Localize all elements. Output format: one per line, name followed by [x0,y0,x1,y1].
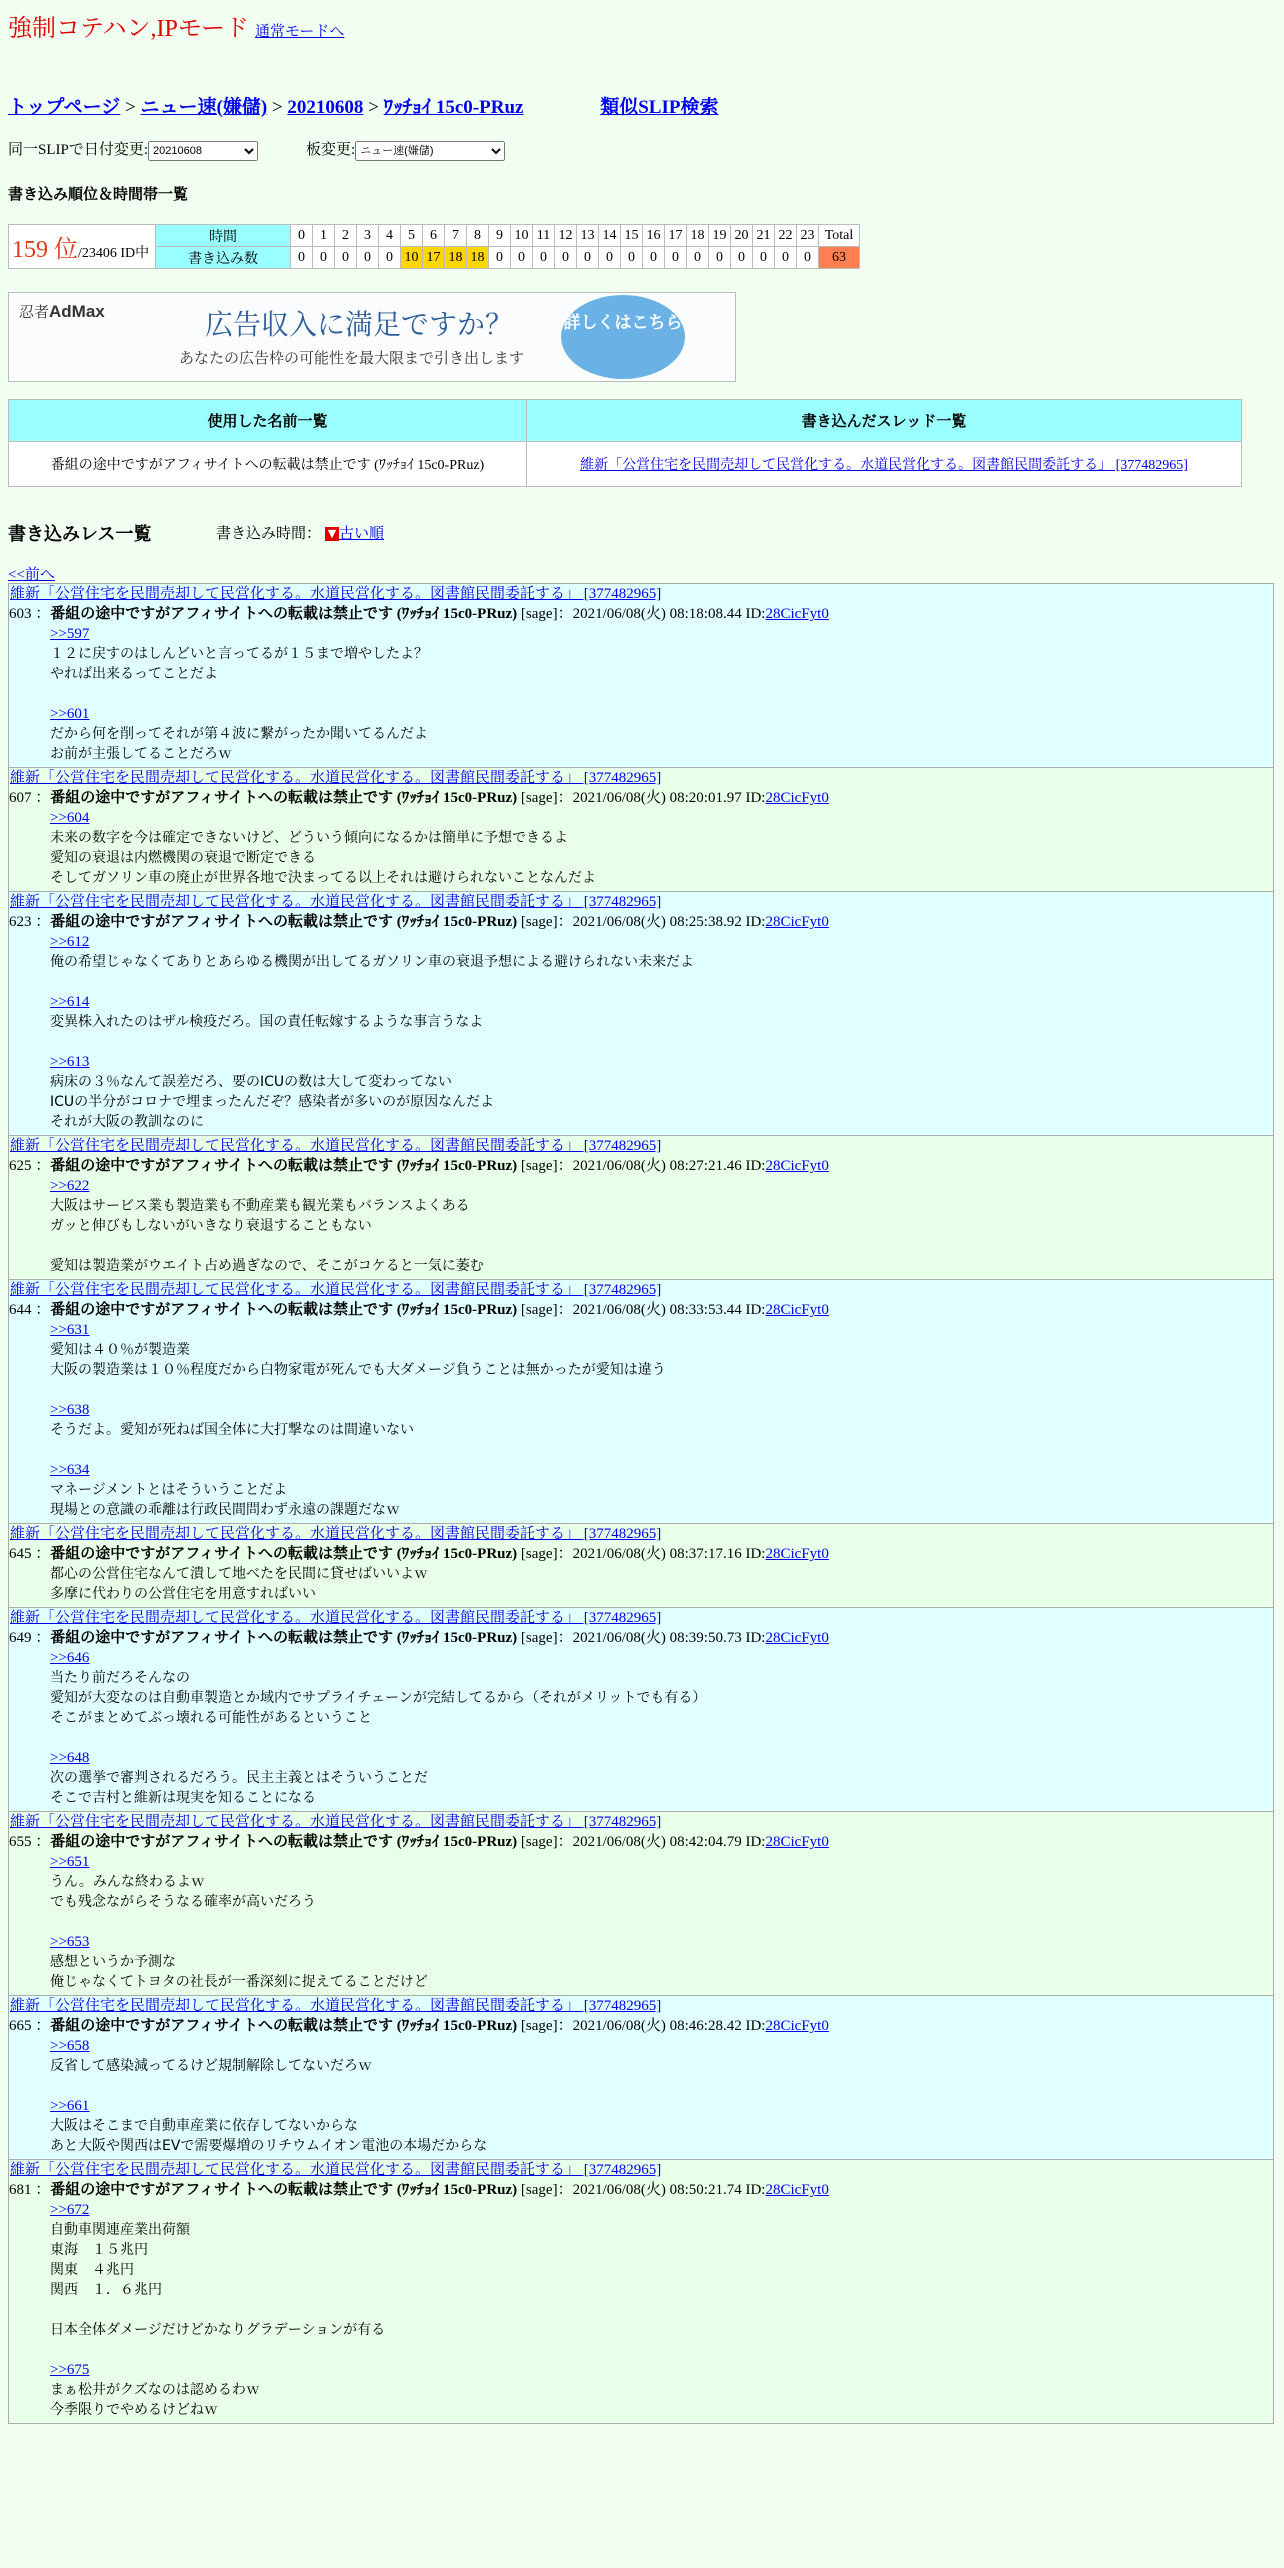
sort-label: 書き込み時間： [216,526,322,542]
rank-hours-row [9,225,860,247]
hour-header-cell: 8 [467,225,489,247]
post-line: 反省して感染減ってるけど規制解除してないだろｗ [50,2058,372,2074]
post-thread-link[interactable]: 維新「公営住宅を民間売却して民営化する。水道民営化する。図書館民間委託する」 [377482965] [10,1282,662,1298]
post-list [8,584,1274,2424]
breadcrumb-top[interactable]: トップページ [8,97,121,118]
hour-count-cell: 0 [687,247,709,269]
reply-anchor-link[interactable]: >>661 [50,2098,90,2114]
reply-anchor-link[interactable]: >>658 [50,2038,90,2054]
hour-count-cell: 0 [533,247,555,269]
posts-section-title: 書き込みレス一覧 [8,524,152,544]
post-line: 次の選挙で審判されるだろう。民主主義とはそういうことだ [50,1770,428,1786]
reply-anchor-link[interactable]: >>672 [50,2202,90,2218]
hour-count-cell: 0 [489,247,511,269]
ad-details-button[interactable]: 詳しくはこちら [561,295,685,379]
hour-header-cell: Total [819,225,860,247]
sort-arrow-icon: ▼ [325,527,339,541]
post-number: 681 [9,2182,32,2198]
post [8,891,1274,1136]
ad-subtext: あなたの広告枠の可能性を最大限まで引き出します [179,349,525,367]
reply-anchor-link[interactable]: >>653 [50,1934,90,1950]
post-line: お前が主張してることだろｗ [50,746,232,762]
post-header: 645 ：番組の途中ですがアフィサイトへの転載は禁止です (ﾜｯﾁｮｲ 15c0-PRuz) [sage]：2021/06/08(火) 08:37:17.16 ID:28CicFyt0 [9,1546,829,1562]
post-line: 大阪の製造業は１０％程度だから白物家電が死んでも大ダメージ負うことは無かったが愛知は違う [50,1362,666,1378]
reply-anchor-link[interactable]: >>634 [50,1462,90,1478]
post-header: 603 ：番組の途中ですがアフィサイトへの転載は禁止です (ﾜｯﾁｮｲ 15c0-PRuz) [sage]：2021/06/08(火) 08:18:08.44 ID:28CicFyt0 [9,606,829,622]
ad-logo-prefix: 忍者 [19,304,50,321]
post-id-link[interactable]: 28CicFyt0 [765,914,829,930]
post-thread-link[interactable]: 維新「公営住宅を民間売却して民営化する。水道民営化する。図書館民間委託する」 [377482965] [10,1526,662,1542]
post [8,767,1274,892]
post-id-link[interactable]: 28CicFyt0 [765,2018,829,2034]
rank-number: 159 位 [12,237,78,263]
post-header: 644 ：番組の途中ですがアフィサイトへの転載は禁止です (ﾜｯﾁｮｲ 15c0-PRuz) [sage]：2021/06/08(火) 08:33:53.44 ID:28CicFyt0 [9,1302,829,1318]
hour-count-cell: 0 [379,247,401,269]
post-line: ガッと伸びもしないがいきなり衰退することもない [50,1218,372,1234]
post-number: 603 [9,606,32,622]
poster-name: 番組の途中ですがアフィサイトへの転載は禁止です (ﾜｯﾁｮｲ 15c0-PRuz) [50,1630,518,1646]
post-thread-link[interactable]: 維新「公営住宅を民間売却して民営化する。水道民営化する。図書館民間委託する」 [377482965] [10,586,662,602]
mode-title: 強制コテハン,IPモード [8,16,249,42]
ad-logo-name: AdMax [49,302,105,321]
post-thread-link[interactable]: 維新「公営住宅を民間売却して民営化する。水道民営化する。図書館民間委託する」 [377482965] [10,1814,662,1830]
count-row-label: 書き込み数 [156,247,291,269]
ad-headline: 広告収入に満足ですか？ [205,308,514,341]
reply-anchor-link[interactable]: >>612 [50,934,90,950]
post-thread-link[interactable]: 維新「公営住宅を民間売却して民営化する。水道民営化する。図書館民間委託する」 [377482965] [10,770,662,786]
hour-count-cell: 0 [643,247,665,269]
post-line: 病床の３％なんて誤差だろ、要のICUの数は大して変わってない [50,1074,453,1090]
post-line: 感想というか予測な [50,1954,176,1970]
post-line: 変異株入れたのはザル検疫だろ。国の責任転嫁するような事言うなよ [50,1014,484,1030]
hour-header-cell: 0 [291,225,313,247]
post-meta: [sage]：2021/06/08(火) 08:25:38.92 ID: [520,914,766,930]
post-body [50,2200,1273,2420]
post-line: 東海 １５兆円 [50,2242,148,2258]
post-line: そこがまとめてぶっ壊れる可能性があるということ [50,1710,372,1726]
reply-anchor-link[interactable]: >>638 [50,1402,90,1418]
rank-cell [9,225,156,269]
post-line: １２に戻すのはしんどいと言ってるが１５まで増やしたよ？ [50,646,428,662]
breadcrumb-board[interactable]: ニュー速(嫌儲) [140,97,268,118]
threads-header: 書き込んだスレッド一覧 [527,400,1242,442]
post-meta: [sage]：2021/06/08(火) 08:37:17.16 ID: [520,1546,766,1562]
post-line: 愛知は４０％が製造業 [50,1342,190,1358]
post-id-link[interactable]: 28CicFyt0 [765,790,829,806]
post-body [50,932,1273,1132]
post-line: 愛知は製造業がウエイト占め過ぎなので、そこがコケると一気に萎む [50,1258,484,1274]
post-line: 当たり前だろそんなの [50,1670,190,1686]
hour-count-cell: 0 [357,247,379,269]
post [8,1279,1274,1524]
hour-count-cell: 0 [753,247,775,269]
post-thread-link[interactable]: 維新「公営住宅を民間売却して民営化する。水道民営化する。図書館民間委託する」 [377482965] [10,2162,662,2178]
hour-count-cell: 0 [775,247,797,269]
poster-name: 番組の途中ですがアフィサイトへの転載は禁止です (ﾜｯﾁｮｲ 15c0-PRuz) [50,790,518,806]
date-select[interactable] [148,141,258,161]
post-line: 今季限りでやめるけどねｗ [50,2402,218,2418]
names-header: 使用した名前一覧 [9,400,527,442]
date-change-label: 同一SLIPで日付変更: [8,142,149,158]
rank-section-title: 書き込み順位＆時間帯一覧 [8,187,189,203]
hour-count-cell: 17 [423,247,445,269]
post [8,1607,1274,1812]
thread-link[interactable]: 維新「公営住宅を民間売却して民営化する。水道民営化する。図書館民間委託する」 [377482965] [580,458,1188,473]
post [8,1811,1274,1996]
post-line: そしてガソリン車の廃止が世界各地で決まってる以上それは避けられないことなんだよ [50,870,596,886]
post-number: 623 [9,914,32,930]
poster-name: 番組の途中ですがアフィサイトへの転載は禁止です (ﾜｯﾁｮｲ 15c0-PRuz) [50,1302,518,1318]
thread-cell [527,442,1242,487]
hour-header-cell: 20 [731,225,753,247]
hour-count-cell: 0 [709,247,731,269]
hour-count-cell: 0 [291,247,313,269]
sort-oldest-link[interactable]: 古い順 [339,526,385,542]
post-meta: [sage]：2021/06/08(火) 08:18:08.44 ID: [520,606,766,622]
hour-header-cell: 15 [621,225,643,247]
post-line: 関東 ４兆円 [50,2262,134,2278]
hour-count-cell: 0 [555,247,577,269]
sort-control [216,522,384,543]
post-meta: [sage]：2021/06/08(火) 08:50:21.74 ID: [520,2182,766,2198]
mode-bar [8,8,344,43]
reply-anchor-link[interactable]: >>648 [50,1750,90,1766]
post-number: 665 [9,2018,32,2034]
post-id-link[interactable]: 28CicFyt0 [765,2182,829,2198]
hour-count-cell: 0 [621,247,643,269]
post-id-link[interactable]: 28CicFyt0 [765,1834,829,1850]
post-line: 多摩に代わりの公営住宅を用意すればいい [50,1586,316,1602]
reply-anchor-link[interactable]: >>604 [50,810,90,826]
hour-header-cell: 14 [599,225,621,247]
controls-bar [8,138,505,161]
hour-header-cell: 18 [687,225,709,247]
post-line: 愛知の衰退は内燃機関の衰退で断定できる [50,850,316,866]
reply-anchor-link[interactable]: >>646 [50,1650,90,1666]
hour-count-cell: 0 [599,247,621,269]
post-line: まぁ松井がクズなのは認めるわｗ [50,2382,260,2398]
post-meta: [sage]：2021/06/08(火) 08:20:01.97 ID: [520,790,766,806]
post [8,1135,1274,1280]
post-number: 655 [9,1834,32,1850]
hour-count-cell: 0 [511,247,533,269]
post-line: 大阪はサービス業も製造業も不動産業も観光業もバランスよくある [50,1198,470,1214]
post-thread-link[interactable]: 維新「公営住宅を民間売却して民営化する。水道民営化する。図書館民間委託する」 [377482965] [10,1138,662,1154]
post-line: 未来の数字を今は確定できないけど、どういう傾向になるかは簡単に予想できるよ [50,830,568,846]
hour-count-cell: 0 [313,247,335,269]
hour-header-cell: 16 [643,225,665,247]
hour-count-cell: 18 [445,247,467,269]
post-id-link[interactable]: 28CicFyt0 [765,1546,829,1562]
post-thread-link[interactable]: 維新「公営住宅を民間売却して民営化する。水道民営化する。図書館民間委託する」 [377482965] [10,894,662,910]
post-header: 607 ：番組の途中ですがアフィサイトへの転載は禁止です (ﾜｯﾁｮｲ 15c0-PRuz) [sage]：2021/06/08(火) 08:20:01.97 ID:28CicFyt0 [9,790,829,806]
breadcrumb-slip[interactable]: ﾜｯﾁｮｲ 15c0-PRuz [383,97,524,118]
post-meta: [sage]：2021/06/08(火) 08:42:04.79 ID: [520,1834,766,1850]
poster-name: 番組の途中ですがアフィサイトへの転載は禁止です (ﾜｯﾁｮｲ 15c0-PRuz) [50,1546,518,1562]
post-header: 655 ：番組の途中ですがアフィサイトへの転載は禁止です (ﾜｯﾁｮｲ 15c0-PRuz) [sage]：2021/06/08(火) 08:42:04.79 ID:28CicFyt0 [9,1834,829,1850]
post-number: 625 [9,1158,32,1174]
post-line: そこで吉村と維新は現実を知ることになる [50,1790,316,1806]
reply-anchor-link[interactable]: >>614 [50,994,90,1010]
post-meta: [sage]：2021/06/08(火) 08:39:50.73 ID: [520,1630,766,1646]
used-name: 番組の途中ですがアフィサイトへの転載は禁止です (ﾜｯﾁｮｲ 15c0-PRuz) [9,442,527,487]
hour-header-cell: 19 [709,225,731,247]
post-line: でも残念ながらそうなる確率が高いだろう [50,1894,316,1910]
post-id-link[interactable]: 28CicFyt0 [765,606,829,622]
post-meta: [sage]：2021/06/08(火) 08:46:28.42 ID: [520,2018,766,2034]
post-line: 大阪はそこまで自動車産業に依存してないからな [50,2118,358,2134]
post-line: だから何を削ってそれが第４波に繋がったか聞いてるんだよ [50,726,428,742]
poster-name: 番組の途中ですがアフィサイトへの転載は禁止です (ﾜｯﾁｮｲ 15c0-PRuz) [50,1158,518,1174]
post-header: 681 ：番組の途中ですがアフィサイトへの転載は禁止です (ﾜｯﾁｮｲ 15c0-PRuz) [sage]：2021/06/08(火) 08:50:21.74 ID:28CicFyt0 [9,2182,829,2198]
hour-header-cell: 7 [445,225,467,247]
hour-header-cell: 13 [577,225,599,247]
post-number: 649 [9,1630,32,1646]
hour-header-cell: 17 [665,225,687,247]
hour-header-cell: 12 [555,225,577,247]
hour-count-cell: 0 [731,247,753,269]
post-id-link[interactable]: 28CicFyt0 [765,1630,829,1646]
similar-slip-search-link[interactable]: 類似SLIP検索 [600,97,719,118]
post-header: 625 ：番組の途中ですがアフィサイトへの転載は禁止です (ﾜｯﾁｮｲ 15c0-PRuz) [sage]：2021/06/08(火) 08:27:21.46 ID:28CicFyt0 [9,1158,829,1174]
post-header: 665 ：番組の途中ですがアフィサイトへの転載は禁止です (ﾜｯﾁｮｲ 15c0-PRuz) [sage]：2021/06/08(火) 08:46:28.42 ID:28CicFyt0 [9,2018,829,2034]
post-thread-link[interactable]: 維新「公営住宅を民間売却して民営化する。水道民営化する。図書館民間委託する」 [377482965] [10,1610,662,1626]
post-line: 現場との意識の乖離は行政民間問わず永遠の課題だなｗ [50,1502,400,1518]
post-line: 都心の公営住宅なんて潰して地べたを民間に貸せばいいよｗ [50,1566,428,1582]
post-id-link[interactable]: 28CicFyt0 [765,1158,829,1174]
hour-header-cell: 4 [379,225,401,247]
post-body [50,2036,1273,2156]
post-line: 俺の希望じゃなくてありとあらゆる機関が出してるガソリン車の衰退予想による避けられない未来だよ [50,954,694,970]
post-meta: [sage]：2021/06/08(火) 08:27:21.46 ID: [520,1158,766,1174]
reply-anchor-link[interactable]: >>651 [50,1854,90,1870]
post-header: 649 ：番組の途中ですがアフィサイトへの転載は禁止です (ﾜｯﾁｮｲ 15c0-PRuz) [sage]：2021/06/08(火) 08:39:50.73 ID:28CicFyt0 [9,1630,829,1646]
reply-anchor-link[interactable]: >>613 [50,1054,90,1070]
post-meta: [sage]：2021/06/08(火) 08:33:53.44 ID: [520,1302,766,1318]
ad-banner[interactable] [8,292,736,382]
hour-count-cell: 0 [665,247,687,269]
post [8,583,1274,768]
rank-table [8,224,860,269]
rank-total-ids: /23406 ID中 [78,246,150,261]
hour-header-cell: 23 [797,225,819,247]
reply-anchor-link[interactable]: >>597 [50,626,90,642]
post-line: やれば出来るってことだよ [50,666,218,682]
poster-name: 番組の途中ですがアフィサイトへの転載は禁止です (ﾜｯﾁｮｲ 15c0-PRuz) [50,2182,518,2198]
post-body [50,1852,1273,1992]
post-body [50,1564,1273,1604]
post-line: マネージメントとはそういうことだよ [50,1482,288,1498]
names-threads-table [8,399,1242,487]
post-line: そうだよ。愛知が死ねば国全体に大打撃なのは間違いない [50,1422,414,1438]
post [8,1523,1274,1608]
post-body [50,624,1273,764]
hour-header-cell: 1 [313,225,335,247]
post-line: 愛知が大変なのは自動車製造とか域内でサプライチェーンが完結してるから（それがメリットでも有る） [50,1690,707,1706]
post-body [50,1320,1273,1520]
time-row-label: 時間 [156,225,291,247]
reply-anchor-link[interactable]: >>675 [50,2362,90,2378]
post-body [50,808,1273,888]
breadcrumb [8,92,718,119]
poster-name: 番組の途中ですがアフィサイトへの転載は禁止です (ﾜｯﾁｮｲ 15c0-PRuz) [50,1834,518,1850]
hour-count-cell: 0 [577,247,599,269]
post [8,1995,1274,2160]
reply-anchor-link[interactable]: >>622 [50,1178,90,1194]
ad-logo [19,301,105,322]
poster-name: 番組の途中ですがアフィサイトへの転載は禁止です (ﾜｯﾁｮｲ 15c0-PRuz) [50,914,518,930]
post-number: 645 [9,1546,32,1562]
breadcrumb-separator: > [271,97,283,118]
post-line: あと大阪や関西はEVで需要爆増のリチウムイオン電池の本場だからな [50,2138,488,2154]
hour-header-cell: 5 [401,225,423,247]
hour-header-cell: 9 [489,225,511,247]
hour-header-cell: 11 [533,225,555,247]
post-line: 日本全体ダメージだけどかなりグラデーションが有る [50,2322,386,2338]
post-thread-link[interactable]: 維新「公営住宅を民間売却して民営化する。水道民営化する。図書館民間委託する」 [377482965] [10,1998,662,2014]
board-select[interactable] [355,141,505,161]
total-count-cell: 63 [819,247,860,269]
hour-count-cell: 0 [797,247,819,269]
breadcrumb-date[interactable]: 20210608 [287,97,364,118]
post-line: 自動車関連産業出荷額 [50,2222,190,2238]
hour-header-cell: 6 [423,225,445,247]
post-number: 607 [9,790,32,806]
hour-header-cell: 22 [775,225,797,247]
post-line: うん。みんな終わるよｗ [50,1874,205,1890]
post-number: 644 [9,1302,32,1318]
post-body [50,1176,1273,1276]
breadcrumb-separator: > [368,97,379,118]
reply-anchor-link[interactable]: >>631 [50,1322,90,1338]
post-line: それが大阪の教訓なのに [50,1114,204,1130]
reply-anchor-link[interactable]: >>601 [50,706,90,722]
hour-header-cell: 21 [753,225,775,247]
post-line: 俺じゃなくてトヨタの社長が一番深刻に捉えてることだけど [50,1974,428,1990]
hour-header-cell: 2 [335,225,357,247]
normal-mode-link[interactable]: 通常モードへ [254,24,345,40]
post-line: 関西 １．６兆円 [50,2282,162,2298]
hour-count-cell: 0 [335,247,357,269]
post-line: ICUの半分がコロナで埋まったんだぞ？感染者が多いのが原因なんだよ [50,1094,495,1110]
post-body [50,1648,1273,1808]
poster-name: 番組の途中ですがアフィサイトへの転載は禁止です (ﾜｯﾁｮｲ 15c0-PRuz) [50,2018,518,2034]
prev-page-link[interactable]: <<前へ [8,567,55,583]
hour-header-cell: 10 [511,225,533,247]
hour-count-cell: 18 [467,247,489,269]
post-id-link[interactable]: 28CicFyt0 [765,1302,829,1318]
hour-count-cell: 10 [401,247,423,269]
breadcrumb-separator: > [125,97,136,118]
post [8,2159,1274,2424]
hour-header-cell: 3 [357,225,379,247]
poster-name: 番組の途中ですがアフィサイトへの転載は禁止です (ﾜｯﾁｮｲ 15c0-PRuz) [50,606,518,622]
post-header: 623 ：番組の途中ですがアフィサイトへの転載は禁止です (ﾜｯﾁｮｲ 15c0-PRuz) [sage]：2021/06/08(火) 08:25:38.92 ID:28CicFyt0 [9,914,829,930]
board-change-label: 板変更: [306,142,356,158]
